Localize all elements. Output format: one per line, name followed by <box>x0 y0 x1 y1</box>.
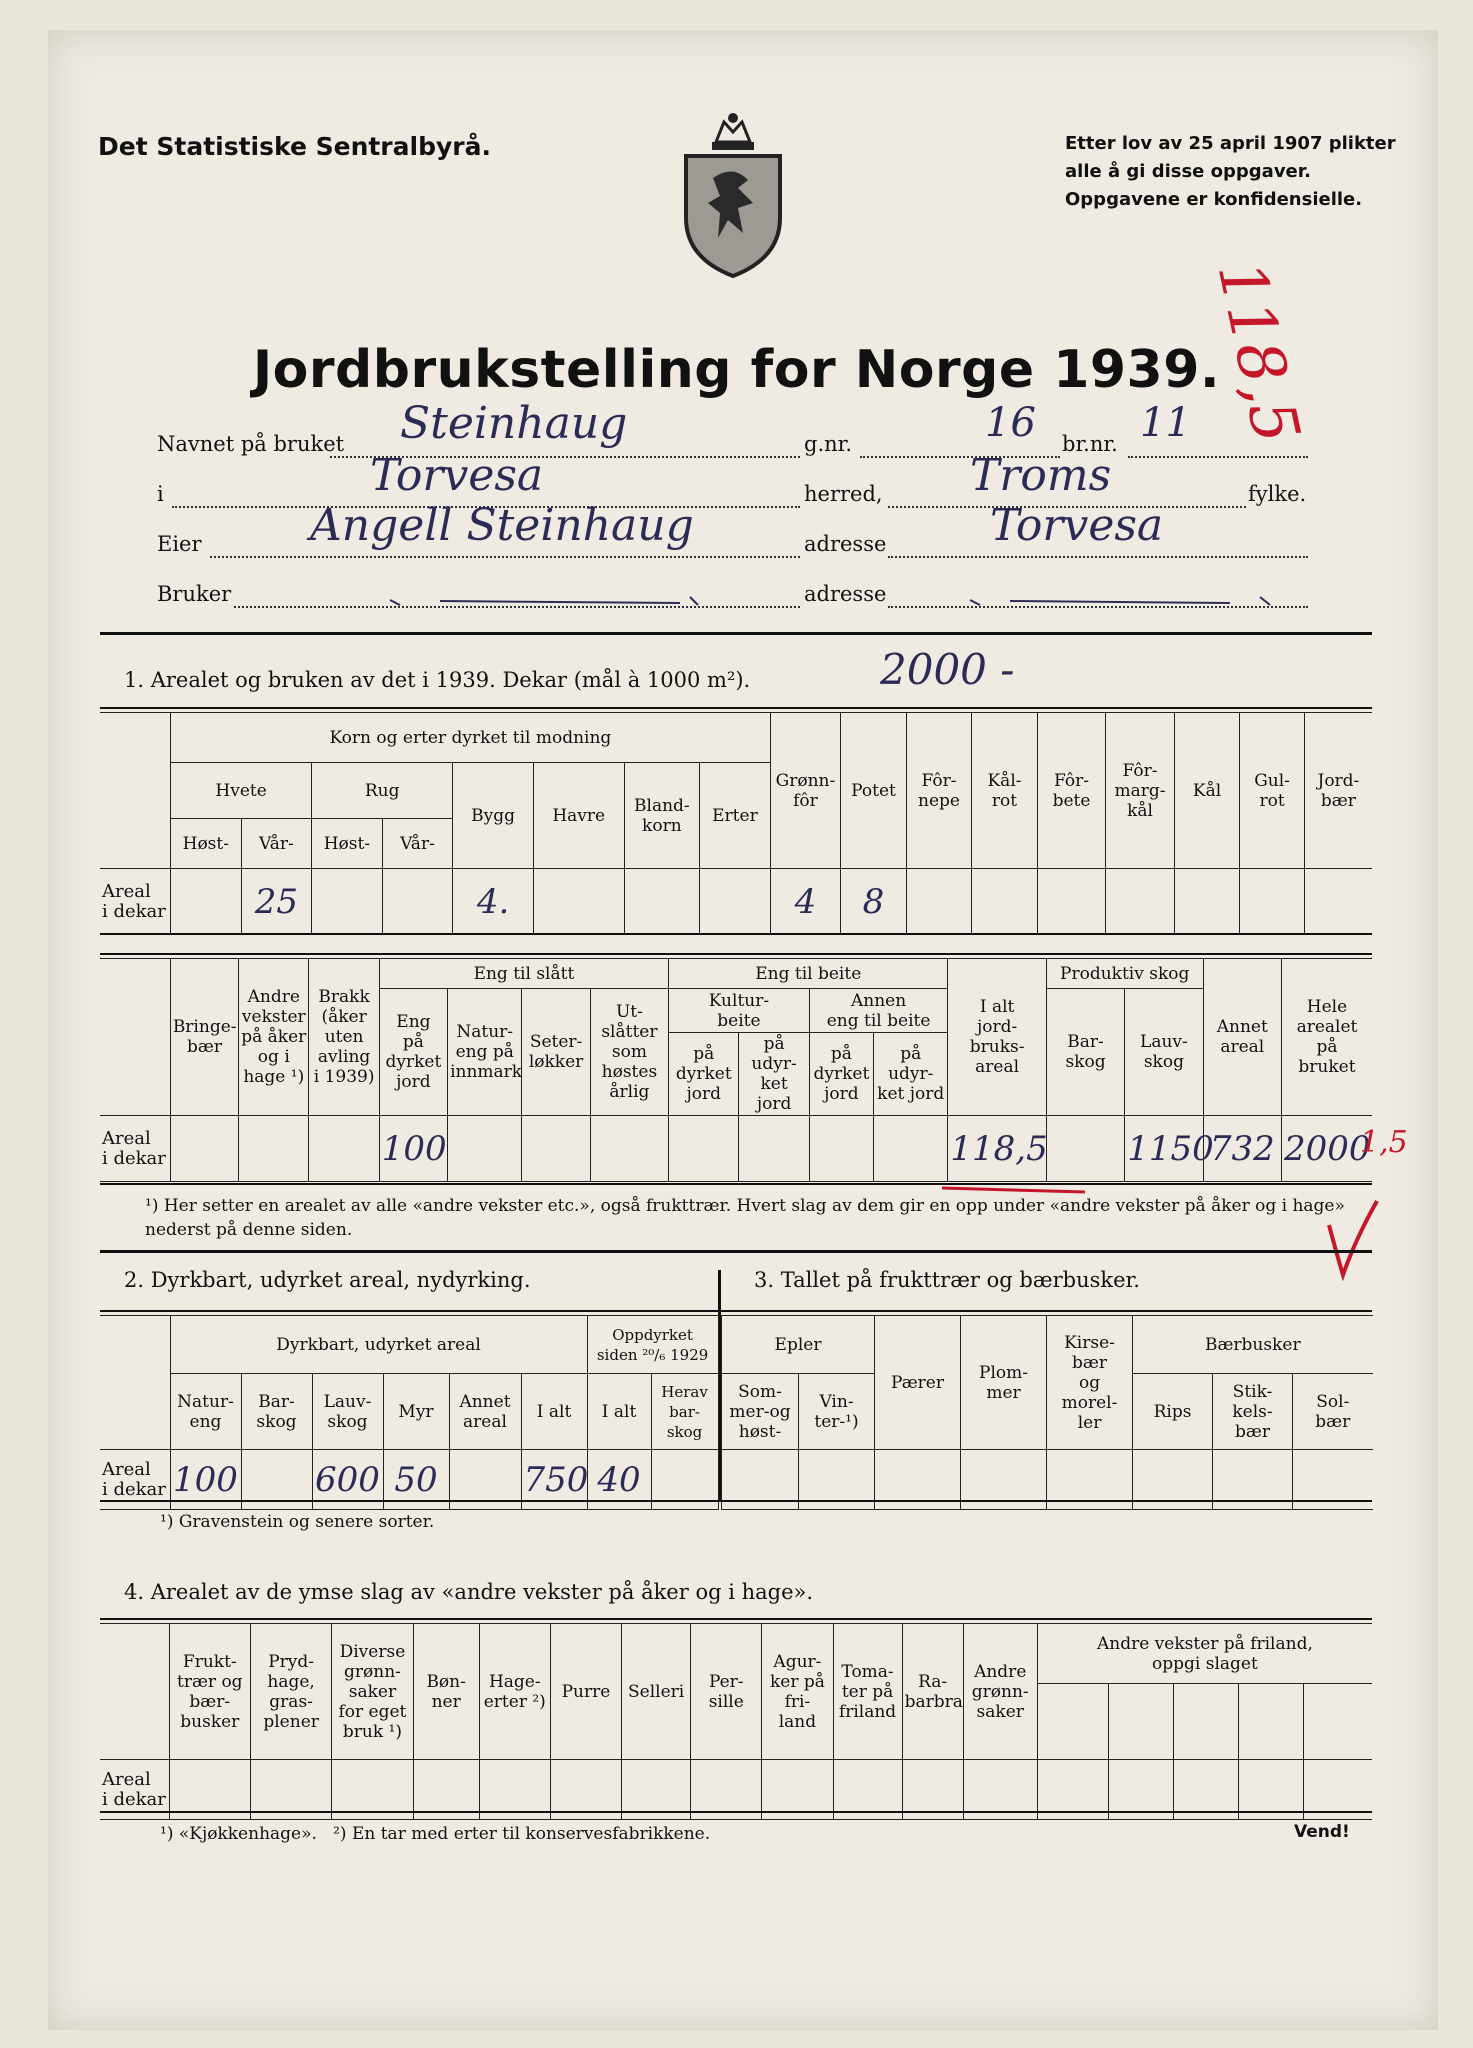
col-kal: Kål <box>1174 713 1240 869</box>
col-potet: Potet <box>841 713 907 869</box>
col-fornepe: Fôr- nepe <box>906 713 972 869</box>
table-area-use-2 <box>100 958 1372 1182</box>
legal-notice <box>1065 130 1396 214</box>
gnr-value: 16 <box>985 400 1036 446</box>
col-rips: Rips <box>1133 1374 1213 1450</box>
rule-4a <box>100 1618 1372 1620</box>
farm-name-value: Steinhaug <box>400 398 628 449</box>
col-i-alt-2: I alt <box>521 1374 587 1450</box>
col-natureng-2: Natur- eng <box>170 1374 241 1450</box>
col-prydhage: Pryd- hage, gras- plener <box>250 1624 331 1760</box>
col-erter: Erter <box>700 763 771 869</box>
table-frukttraer <box>721 1315 1373 1510</box>
brnr-line <box>1128 456 1308 458</box>
brnr-label: br.nr. <box>1062 432 1118 456</box>
owner-address-value: Torvesa <box>990 500 1164 551</box>
page-title: Jordbrukstelling for Norge 1939. <box>252 340 1221 400</box>
val-potet: 8 <box>862 881 885 922</box>
eng-beite-header: Eng til beite <box>669 959 948 989</box>
in-label: i <box>157 482 164 506</box>
section2-heading: 2. Dyrkbart, udyrket areal, nydyrking. <box>124 1268 531 1292</box>
owner-address-label: adresse <box>804 532 887 556</box>
val-i-alt-2: 750 <box>523 1459 589 1500</box>
col-seterlokker: Seter- løkker <box>522 989 590 1116</box>
val-bygg: 4. <box>476 881 510 922</box>
vend-label: Vend! <box>1294 1822 1350 1842</box>
val-gronnfor: 4 <box>794 881 817 922</box>
section1-heading: 1. Arealet og bruken av det i 1939. Dekar (mål à 1000 m²). <box>124 668 751 692</box>
col-eng-dyrket: Eng på dyrket jord <box>379 989 447 1116</box>
row-label-2: Areal i dekar <box>100 1116 170 1182</box>
col-opp-i-alt: I alt <box>587 1374 651 1450</box>
section1-footnote: ¹) Her setter en arealet av alle «andre vekster etc.», også frukttrær. Hvert slag av dem gir en opp under «andre vekster på åker og i hage» nederst på denne siden. <box>145 1196 1345 1240</box>
col-solbaer: Sol- bær <box>1293 1374 1373 1450</box>
legal-line-1: Etter lov av 25 april 1907 plikter <box>1065 133 1396 154</box>
herred-value: Torvesa <box>370 450 544 501</box>
fylke-label: fylke. <box>1248 482 1307 506</box>
legal-line-3: Oppgavene er konfidensielle. <box>1065 189 1363 210</box>
rug-header: Rug <box>312 763 453 819</box>
section4-footnote: ¹) «Kjøkkenhage». ²) En tar med erter til konservesfabrikkene. <box>160 1824 711 1844</box>
col-jordbaer: Jord- bær <box>1304 713 1372 869</box>
val-lauvskog-2: 600 <box>315 1459 380 1500</box>
herred-label: herred, <box>804 482 883 506</box>
col-forbete: Fôr- bete <box>1037 713 1106 869</box>
col-rug-host: Høst- <box>312 819 383 869</box>
col-hele: Hele arealet på bruket <box>1281 959 1372 1116</box>
owner-address-line <box>888 556 1308 558</box>
col-lauvskog-2: Lauv- skog <box>312 1374 383 1450</box>
col-gulrot: Gul- rot <box>1240 713 1305 869</box>
eng-slatt-header: Eng til slått <box>379 959 668 989</box>
row-label-4: Areal i dekar <box>100 1760 169 1820</box>
divider <box>100 632 1372 635</box>
hvete-header: Hvete <box>171 763 312 819</box>
col-kalrot: Kål- rot <box>972 713 1038 869</box>
col-vinter-epler: Vin- ter-¹) <box>799 1374 875 1450</box>
col-lauvskog: Lauv- skog <box>1125 989 1203 1116</box>
agency-name: Det Statistiske Sentralbyrå. <box>98 132 491 161</box>
brnr-value: 11 <box>1140 400 1191 446</box>
korn-header: Korn og erter dyrket til modning <box>171 713 771 763</box>
col-kultur-dyrket: på dyrket jord <box>669 1033 739 1116</box>
col-frukttraer: Frukt- trær og bær- busker <box>169 1624 250 1760</box>
gnr-label: g.nr. <box>804 432 853 456</box>
col-paerer: Pærer <box>875 1316 961 1450</box>
col-formargkal: Fôr- marg- kål <box>1106 713 1175 869</box>
section2-footnote: ¹) Gravenstein og senere sorter. <box>160 1512 435 1532</box>
owner-line <box>210 556 800 558</box>
dyrkbart-header: Dyrkbart, udyrket areal <box>170 1316 587 1374</box>
section1-note: 2000 - <box>880 645 1015 694</box>
col-diverse: Diverse grønn- saker for eget bruk ¹) <box>332 1624 413 1760</box>
col-blandkorn: Bland- korn <box>624 763 700 869</box>
rule-1a <box>100 707 1372 709</box>
col-andre-vekster: Andre vekster på åker og i hage ¹) <box>239 959 309 1116</box>
baerbusker-header: Bærbusker <box>1133 1316 1373 1374</box>
col-annen-udyrket: på udyr- ket jord <box>874 1033 948 1116</box>
rule-3a <box>100 1310 1372 1312</box>
col-opp-barskog: Herav bar- skog <box>651 1374 718 1450</box>
col-havre: Havre <box>533 763 624 869</box>
oppdyrket-header: Oppdyrket siden ²⁰/₆ 1929 <box>587 1316 718 1374</box>
section3-heading: 3. Tallet på frukttrær og bærbusker. <box>754 1268 1140 1292</box>
rule-1b <box>100 933 1372 935</box>
val-lauvskog: 1150 <box>1127 1128 1214 1169</box>
ditto-marks <box>380 585 710 615</box>
hele-correction: 1,5 <box>1360 1125 1408 1160</box>
col-rabarbra: Ra- barbra <box>902 1624 963 1760</box>
user-label: Bruker <box>157 582 232 606</box>
val-natureng: 100 <box>173 1459 238 1500</box>
section4-heading: 4. Arealet av de ymse slag av «andre vekster på åker og i hage». <box>124 1580 814 1604</box>
col-gronnfor: Grønn- fôr <box>770 713 841 869</box>
rule-2b <box>100 1183 1372 1185</box>
col-brakk: Brakk (åker uten avling i 1939) <box>309 959 379 1116</box>
user-address-label: adresse <box>804 582 887 606</box>
col-selleri: Selleri <box>622 1624 691 1760</box>
col-bringebaer: Bringe- bær <box>170 959 238 1116</box>
col-annet-areal: Annet areal <box>1203 959 1281 1116</box>
table-area-use-1 <box>100 712 1372 935</box>
col-kirsebaer: Kirse- bær og morel- ler <box>1047 1316 1133 1450</box>
val-annet: 732 <box>1209 1128 1275 1169</box>
col-hvete-host: Høst- <box>171 819 242 869</box>
owner-value: Angell Steinhaug <box>310 500 694 551</box>
col-kultur-udyrket: på udyr- ket jord <box>739 1033 809 1116</box>
table-andre-vekster <box>100 1623 1372 1820</box>
epler-header: Epler <box>722 1316 875 1374</box>
table-dyrkbart <box>100 1315 719 1510</box>
col-utslatter: Ut- slåtter som høstes årlig <box>590 989 668 1116</box>
col-stikkelsbaer: Stik- kels- bær <box>1213 1374 1293 1450</box>
val-myr: 50 <box>394 1459 438 1500</box>
ditto-marks-2 <box>960 585 1290 615</box>
val-i-alt: 118,5 <box>950 1128 1048 1169</box>
row-label-3: Areal i dekar <box>100 1450 170 1510</box>
kulturbeite-header: Kultur- beite <box>669 989 810 1033</box>
col-i-alt: I alt jord- bruks- areal <box>948 959 1046 1116</box>
val-hele: 2000 <box>1283 1128 1371 1169</box>
produktiv-skog-header: Produktiv skog <box>1046 959 1203 989</box>
col-agurker: Agur- ker på fri- land <box>762 1624 833 1760</box>
col-annen-dyrket: på dyrket jord <box>809 1033 873 1116</box>
divider-2 <box>100 1250 1372 1253</box>
legal-line-2: alle å gi disse oppgaver. <box>1065 161 1311 182</box>
col-hageerter: Hage- erter ²) <box>479 1624 550 1760</box>
farm-name-label: Navnet på bruket <box>157 432 345 456</box>
row-label: Areal i dekar <box>100 869 171 935</box>
val-eng-dyrket: 100 <box>381 1128 447 1169</box>
col-plommer: Plom- mer <box>961 1316 1047 1450</box>
coat-of-arms-icon <box>678 108 788 278</box>
col-bonner: Bøn- ner <box>413 1624 479 1760</box>
fylke-value: Troms <box>970 450 1112 501</box>
col-purre: Purre <box>550 1624 621 1760</box>
val-opp-i-alt: 40 <box>597 1459 641 1500</box>
col-sommer-epler: Som- mer-og høst- <box>722 1374 799 1450</box>
col-persille: Per- sille <box>691 1624 762 1760</box>
rule-4b <box>100 1811 1372 1813</box>
col-tomater: Toma- ter på friland <box>833 1624 902 1760</box>
col-andre-gronnsaker: Andre grønn- saker <box>963 1624 1037 1760</box>
val-hvete-var: 25 <box>254 881 298 922</box>
col-myr: Myr <box>383 1374 449 1450</box>
rule-3b <box>100 1500 1372 1502</box>
annen-beite-header: Annen eng til beite <box>809 989 948 1033</box>
col-rug-var: Vår- <box>382 819 453 869</box>
col-annet-areal-2: Annet areal <box>449 1374 521 1450</box>
red-annotation: 118,5 <box>1202 255 1314 450</box>
andre-friland-header: Andre vekster på friland, oppgi slaget <box>1037 1624 1372 1684</box>
owner-label: Eier <box>157 532 202 556</box>
col-barskog: Bar- skog <box>1046 989 1124 1116</box>
col-hvete-var: Vår- <box>241 819 312 869</box>
rule-2a <box>100 953 1372 955</box>
col-natureng: Natur- eng på innmark <box>448 989 522 1116</box>
col-bygg: Bygg <box>453 763 534 869</box>
col-barskog-2: Bar- skog <box>241 1374 312 1450</box>
